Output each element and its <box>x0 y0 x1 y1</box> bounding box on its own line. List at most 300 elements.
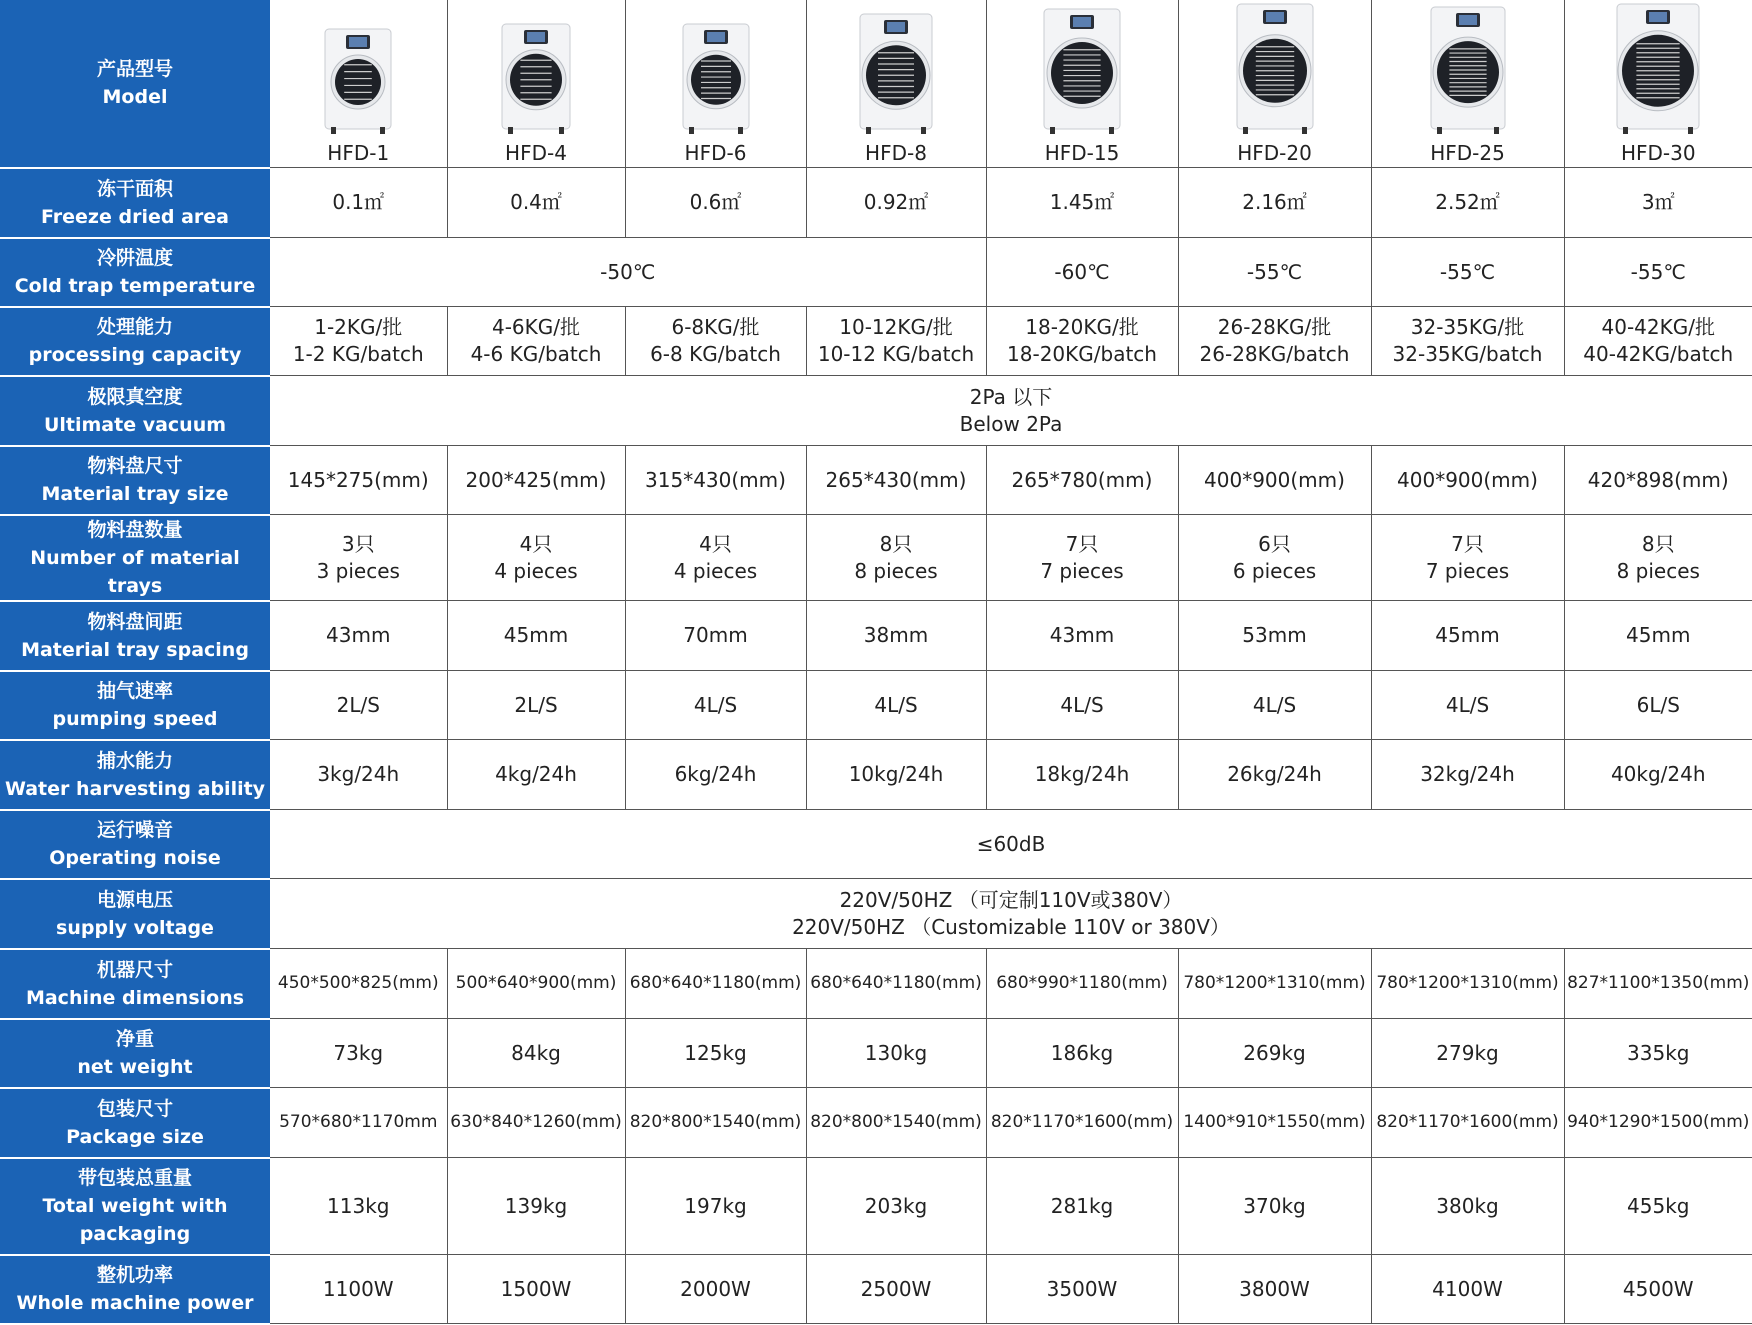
row-label-en: processing capacity <box>0 341 270 369</box>
value-cell <box>625 671 806 740</box>
value-text: 6-8 KG/batch <box>626 341 806 368</box>
value-text: 18-20KG/批 <box>987 314 1178 341</box>
freeze-dryer-image <box>1235 2 1315 135</box>
row-label-cn: 包装尺寸 <box>0 1095 270 1123</box>
value-text: 630*840*1260(mm) <box>448 1109 625 1136</box>
spec-row-noise <box>0 810 1752 879</box>
value-text: 7只 <box>987 531 1178 558</box>
value-cell <box>1564 1158 1752 1255</box>
model-name: HFD-15 <box>987 141 1178 167</box>
value-text: 4-6 KG/batch <box>448 341 625 368</box>
row-label-area <box>0 168 270 238</box>
row-label-cn: 物料盘尺寸 <box>0 452 270 480</box>
row-label-en: Package size <box>0 1123 270 1151</box>
value-cell <box>1371 1019 1564 1088</box>
value-cell <box>270 810 1752 879</box>
value-text: -50℃ <box>270 259 986 286</box>
value-text: 73kg <box>270 1040 447 1067</box>
value-text: 200*425(mm) <box>448 467 625 494</box>
row-label-pump-speed <box>0 671 270 740</box>
value-cell <box>1564 1019 1752 1088</box>
row-label-en: pumping speed <box>0 705 270 733</box>
value-text: 4L/S <box>987 692 1178 719</box>
value-cell <box>806 949 986 1019</box>
row-label-cold-trap <box>0 238 270 307</box>
value-cell <box>986 168 1178 238</box>
freeze-dryer-image <box>858 12 934 135</box>
value-cell <box>1178 949 1371 1019</box>
row-label-en: Material tray size <box>0 480 270 508</box>
value-cell <box>270 515 447 601</box>
value-text: 4 pieces <box>448 558 625 585</box>
row-label-cn: 处理能力 <box>0 313 270 341</box>
spec-row-pump-speed <box>0 671 1752 740</box>
freeze-dryer-image <box>500 22 572 135</box>
value-cell <box>806 1158 986 1255</box>
model-cell <box>447 0 625 168</box>
value-cell <box>1371 1158 1564 1255</box>
value-cell <box>270 949 447 1019</box>
value-text: 940*1290*1500(mm) <box>1565 1109 1752 1136</box>
value-cell <box>1564 168 1752 238</box>
value-text: ≤60dB <box>270 831 1752 858</box>
value-cell <box>625 949 806 1019</box>
row-label-cn: 冻干面积 <box>0 175 270 203</box>
value-text: 186kg <box>987 1040 1178 1067</box>
value-text: 45mm <box>1372 622 1564 649</box>
value-text: 335kg <box>1565 1040 1752 1067</box>
value-cell <box>1371 949 1564 1019</box>
value-text: 4L/S <box>1179 692 1371 719</box>
model-name: HFD-20 <box>1179 141 1371 167</box>
value-text: 4L/S <box>1372 692 1564 719</box>
value-cell <box>1371 1088 1564 1158</box>
value-text: 18kg/24h <box>987 761 1178 788</box>
value-cell <box>1178 601 1371 671</box>
spec-row-cold-trap <box>0 238 1752 307</box>
row-label-en: Machine dimensions <box>0 984 270 1012</box>
value-text: 1-2KG/批 <box>270 314 447 341</box>
value-cell <box>986 515 1178 601</box>
row-label-en: Ultimate vacuum <box>0 411 270 439</box>
model-cell <box>806 0 986 168</box>
value-text: 370kg <box>1179 1193 1371 1220</box>
value-text: 450*500*825(mm) <box>270 970 447 997</box>
value-cell <box>1178 168 1371 238</box>
row-label-gross-weight <box>0 1158 270 1255</box>
value-cell <box>986 1088 1178 1158</box>
value-cell <box>625 601 806 671</box>
value-text: 6L/S <box>1565 692 1752 719</box>
value-text: -60℃ <box>987 259 1178 286</box>
value-text: 3 pieces <box>270 558 447 585</box>
value-text: 32kg/24h <box>1372 761 1564 788</box>
value-text: 820*800*1540(mm) <box>626 1109 806 1136</box>
model-name: HFD-30 <box>1565 141 1752 167</box>
value-cell <box>1371 446 1564 515</box>
value-text: 8只 <box>1565 531 1752 558</box>
value-text: 40kg/24h <box>1565 761 1752 788</box>
row-label-en: Material tray spacing <box>0 636 270 664</box>
value-cell <box>1564 238 1752 307</box>
spec-row-water <box>0 740 1752 810</box>
value-cell <box>806 515 986 601</box>
value-cell <box>806 1088 986 1158</box>
value-text: 1-2 KG/batch <box>270 341 447 368</box>
value-text: 26-28KG/批 <box>1179 314 1371 341</box>
model-cell <box>1178 0 1371 168</box>
model-name: HFD-4 <box>448 141 625 167</box>
spec-row-area <box>0 168 1752 238</box>
value-text: 6 pieces <box>1179 558 1371 585</box>
spec-row-tray-count <box>0 515 1752 601</box>
value-text: 43mm <box>270 622 447 649</box>
value-text: 4kg/24h <box>448 761 625 788</box>
row-label-en: net weight <box>0 1053 270 1081</box>
value-cell <box>270 879 1752 949</box>
value-cell <box>1371 1255 1564 1324</box>
value-cell <box>447 740 625 810</box>
row-label-cn: 极限真空度 <box>0 383 270 411</box>
value-cell <box>1564 1088 1752 1158</box>
value-cell <box>625 446 806 515</box>
value-text: 2.16㎡ <box>1179 189 1371 216</box>
value-text: 26-28KG/batch <box>1179 341 1371 368</box>
value-cell <box>1371 740 1564 810</box>
value-text: 8 pieces <box>807 558 986 585</box>
value-cell <box>806 168 986 238</box>
freeze-dryer-image <box>1429 5 1507 135</box>
value-cell <box>270 238 986 307</box>
value-cell <box>1371 601 1564 671</box>
freeze-dryer-image <box>681 22 751 135</box>
value-text: 680*640*1180(mm) <box>807 970 986 997</box>
row-label-en: Whole machine power <box>0 1289 270 1317</box>
value-text: 7 pieces <box>1372 558 1564 585</box>
value-cell <box>270 1019 447 1088</box>
value-text: 3800W <box>1179 1276 1371 1303</box>
value-cell <box>1178 1088 1371 1158</box>
model-name: HFD-1 <box>270 141 447 167</box>
row-label-cn: 产品型号 <box>0 55 270 83</box>
value-text: 40-42KG/batch <box>1565 341 1752 368</box>
spec-row-package-size <box>0 1088 1752 1158</box>
value-text: -55℃ <box>1179 259 1371 286</box>
value-cell <box>986 307 1178 376</box>
value-text: Below 2Pa <box>270 411 1752 438</box>
value-text: 197kg <box>626 1193 806 1220</box>
value-cell <box>1371 671 1564 740</box>
value-cell <box>806 740 986 810</box>
value-text: -55℃ <box>1372 259 1564 286</box>
value-text: 8只 <box>807 531 986 558</box>
model-cell <box>986 0 1178 168</box>
value-cell <box>447 307 625 376</box>
value-text: 4-6KG/批 <box>448 314 625 341</box>
value-cell <box>1178 307 1371 376</box>
freeze-dryer-image <box>1042 7 1122 135</box>
value-cell <box>986 1158 1178 1255</box>
row-label-en: Operating noise <box>0 844 270 872</box>
value-cell <box>986 446 1178 515</box>
row-label-cn: 整机功率 <box>0 1261 270 1289</box>
row-label-model <box>0 0 270 168</box>
row-label-package-size <box>0 1088 270 1158</box>
model-name: HFD-8 <box>807 141 986 167</box>
row-label-cn: 机器尺寸 <box>0 956 270 984</box>
spec-row-power <box>0 1255 1752 1324</box>
value-text: 400*900(mm) <box>1179 467 1371 494</box>
value-text: 10kg/24h <box>807 761 986 788</box>
value-text: 53mm <box>1179 622 1371 649</box>
value-text: 315*430(mm) <box>626 467 806 494</box>
model-cell <box>270 0 447 168</box>
value-text: 3㎡ <box>1565 189 1752 216</box>
value-cell <box>1564 671 1752 740</box>
value-text: 0.1㎡ <box>270 189 447 216</box>
value-text: 8 pieces <box>1565 558 1752 585</box>
spec-row-net-weight <box>0 1019 1752 1088</box>
value-cell <box>447 671 625 740</box>
value-cell <box>986 671 1178 740</box>
row-label-voltage <box>0 879 270 949</box>
value-text: 203kg <box>807 1193 986 1220</box>
value-cell <box>447 1088 625 1158</box>
value-cell <box>270 601 447 671</box>
value-cell <box>1178 671 1371 740</box>
model-name: HFD-25 <box>1372 141 1564 167</box>
value-cell <box>1564 1255 1752 1324</box>
value-text: 2.52㎡ <box>1372 189 1564 216</box>
value-cell <box>625 1019 806 1088</box>
row-label-cn: 运行噪音 <box>0 816 270 844</box>
row-label-net-weight <box>0 1019 270 1088</box>
spec-row-vacuum <box>0 376 1752 446</box>
value-text: 1400*910*1550(mm) <box>1179 1109 1371 1136</box>
value-text: 38mm <box>807 622 986 649</box>
spec-row-capacity <box>0 307 1752 376</box>
row-label-dimensions <box>0 949 270 1019</box>
spec-row-dimensions <box>0 949 1752 1019</box>
value-text: 269kg <box>1179 1040 1371 1067</box>
value-text: 3kg/24h <box>270 761 447 788</box>
value-cell <box>986 1255 1178 1324</box>
value-cell <box>270 671 447 740</box>
row-label-capacity <box>0 307 270 376</box>
row-label-cn: 带包装总重量 <box>0 1164 270 1192</box>
value-text: 18-20KG/batch <box>987 341 1178 368</box>
value-cell <box>1564 446 1752 515</box>
value-text: 827*1100*1350(mm) <box>1565 970 1752 997</box>
value-cell <box>447 1158 625 1255</box>
row-label-en: Water harvesting ability <box>0 775 270 803</box>
freeze-dryer-image <box>1615 2 1701 135</box>
value-cell <box>1371 238 1564 307</box>
value-cell <box>447 168 625 238</box>
model-name: HFD-6 <box>626 141 806 167</box>
value-text: 0.4㎡ <box>448 189 625 216</box>
row-label-vacuum <box>0 376 270 446</box>
freeze-dryer-image <box>323 27 393 135</box>
value-text: 4只 <box>626 531 806 558</box>
value-text: 1100W <box>270 1276 447 1303</box>
value-cell <box>986 740 1178 810</box>
row-label-en: Number of material trays <box>0 544 270 600</box>
value-text: 4100W <box>1372 1276 1564 1303</box>
row-label-tray-size <box>0 446 270 515</box>
value-cell <box>1178 238 1371 307</box>
value-cell <box>625 1255 806 1324</box>
model-cell <box>1371 0 1564 168</box>
value-text: 4500W <box>1565 1276 1752 1303</box>
value-text: 820*1170*1600(mm) <box>1372 1109 1564 1136</box>
value-cell <box>625 1088 806 1158</box>
value-text: 780*1200*1310(mm) <box>1179 970 1371 997</box>
value-cell <box>447 515 625 601</box>
value-text: 10-12KG/批 <box>807 314 986 341</box>
value-text: 43mm <box>987 622 1178 649</box>
model-cell <box>625 0 806 168</box>
value-text: 400*900(mm) <box>1372 467 1564 494</box>
value-text: 32-35KG/批 <box>1372 314 1564 341</box>
value-text: 2L/S <box>270 692 447 719</box>
value-text: 6只 <box>1179 531 1371 558</box>
row-label-tray-count <box>0 515 270 601</box>
value-cell <box>1564 307 1752 376</box>
row-label-cn: 净重 <box>0 1025 270 1053</box>
row-label-water <box>0 740 270 810</box>
value-text: 26kg/24h <box>1179 761 1371 788</box>
value-text: 570*680*1170mm <box>270 1109 447 1136</box>
value-cell <box>986 601 1178 671</box>
row-label-power <box>0 1255 270 1324</box>
value-cell <box>806 601 986 671</box>
model-row <box>0 0 1752 168</box>
value-cell <box>806 1019 986 1088</box>
value-text: 455kg <box>1565 1193 1752 1220</box>
value-text: 1.45㎡ <box>987 189 1178 216</box>
row-label-en: Freeze dried area <box>0 203 270 231</box>
value-text: 139kg <box>448 1193 625 1220</box>
value-text: 265*430(mm) <box>807 467 986 494</box>
value-cell <box>270 740 447 810</box>
value-text: 220V/50HZ （可定制110V或380V） <box>270 887 1752 914</box>
value-cell <box>986 238 1178 307</box>
value-cell <box>447 1255 625 1324</box>
value-text: 4L/S <box>626 692 806 719</box>
value-text: -55℃ <box>1565 259 1752 286</box>
row-label-noise <box>0 810 270 879</box>
row-label-en: Cold trap temperature <box>0 272 270 300</box>
spec-row-gross-weight <box>0 1158 1752 1255</box>
value-cell <box>1178 1255 1371 1324</box>
value-cell <box>806 446 986 515</box>
value-cell <box>625 1158 806 1255</box>
value-text: 820*1170*1600(mm) <box>987 1109 1178 1136</box>
value-cell <box>1178 740 1371 810</box>
value-text: 2Pa 以下 <box>270 384 1752 411</box>
row-label-en: supply voltage <box>0 914 270 942</box>
value-cell <box>447 601 625 671</box>
value-text: 3500W <box>987 1276 1178 1303</box>
value-cell <box>1371 515 1564 601</box>
row-label-en: Total weight with packaging <box>0 1192 270 1248</box>
row-label-en: Model <box>0 83 270 111</box>
spec-row-tray-size <box>0 446 1752 515</box>
value-cell <box>625 168 806 238</box>
value-cell <box>1371 307 1564 376</box>
value-text: 70mm <box>626 622 806 649</box>
value-text: 500*640*900(mm) <box>448 970 625 997</box>
model-cell <box>1564 0 1752 168</box>
value-cell <box>1564 515 1752 601</box>
value-text: 113kg <box>270 1193 447 1220</box>
value-cell <box>1178 1019 1371 1088</box>
value-text: 6-8KG/批 <box>626 314 806 341</box>
value-text: 680*990*1180(mm) <box>987 970 1178 997</box>
value-cell <box>270 307 447 376</box>
value-text: 4L/S <box>807 692 986 719</box>
value-text: 6kg/24h <box>626 761 806 788</box>
value-cell <box>1371 168 1564 238</box>
value-text: 820*800*1540(mm) <box>807 1109 986 1136</box>
value-text: 3只 <box>270 531 447 558</box>
value-text: 130kg <box>807 1040 986 1067</box>
value-cell <box>1564 601 1752 671</box>
value-text: 265*780(mm) <box>987 467 1178 494</box>
value-text: 2500W <box>807 1276 986 1303</box>
value-text: 220V/50HZ （Customizable 110V or 380V） <box>270 914 1752 941</box>
value-text: 2000W <box>626 1276 806 1303</box>
value-text: 0.6㎡ <box>626 189 806 216</box>
spec-row-tray-spacing <box>0 601 1752 671</box>
value-cell <box>270 1158 447 1255</box>
value-text: 45mm <box>448 622 625 649</box>
value-cell <box>270 446 447 515</box>
value-cell <box>1564 740 1752 810</box>
row-label-cn: 捕水能力 <box>0 747 270 775</box>
value-text: 780*1200*1310(mm) <box>1372 970 1564 997</box>
value-cell <box>447 1019 625 1088</box>
value-cell <box>447 949 625 1019</box>
value-text: 279kg <box>1372 1040 1564 1067</box>
value-text: 4 pieces <box>626 558 806 585</box>
value-cell <box>1178 446 1371 515</box>
value-cell <box>625 740 806 810</box>
value-text: 7只 <box>1372 531 1564 558</box>
value-cell <box>625 515 806 601</box>
spec-row-voltage <box>0 879 1752 949</box>
row-label-tray-spacing <box>0 601 270 671</box>
value-cell <box>806 307 986 376</box>
row-label-cn: 电源电压 <box>0 886 270 914</box>
value-cell <box>270 1088 447 1158</box>
value-text: 125kg <box>626 1040 806 1067</box>
value-text: 10-12 KG/batch <box>807 341 986 368</box>
value-cell <box>1564 949 1752 1019</box>
value-cell <box>986 949 1178 1019</box>
value-cell <box>1178 1158 1371 1255</box>
value-cell <box>625 307 806 376</box>
value-text: 420*898(mm) <box>1565 467 1752 494</box>
value-text: 145*275(mm) <box>270 467 447 494</box>
value-cell <box>806 671 986 740</box>
value-text: 45mm <box>1565 622 1752 649</box>
value-text: 281kg <box>987 1193 1178 1220</box>
value-text: 32-35KG/batch <box>1372 341 1564 368</box>
value-text: 4只 <box>448 531 625 558</box>
value-cell <box>1178 515 1371 601</box>
